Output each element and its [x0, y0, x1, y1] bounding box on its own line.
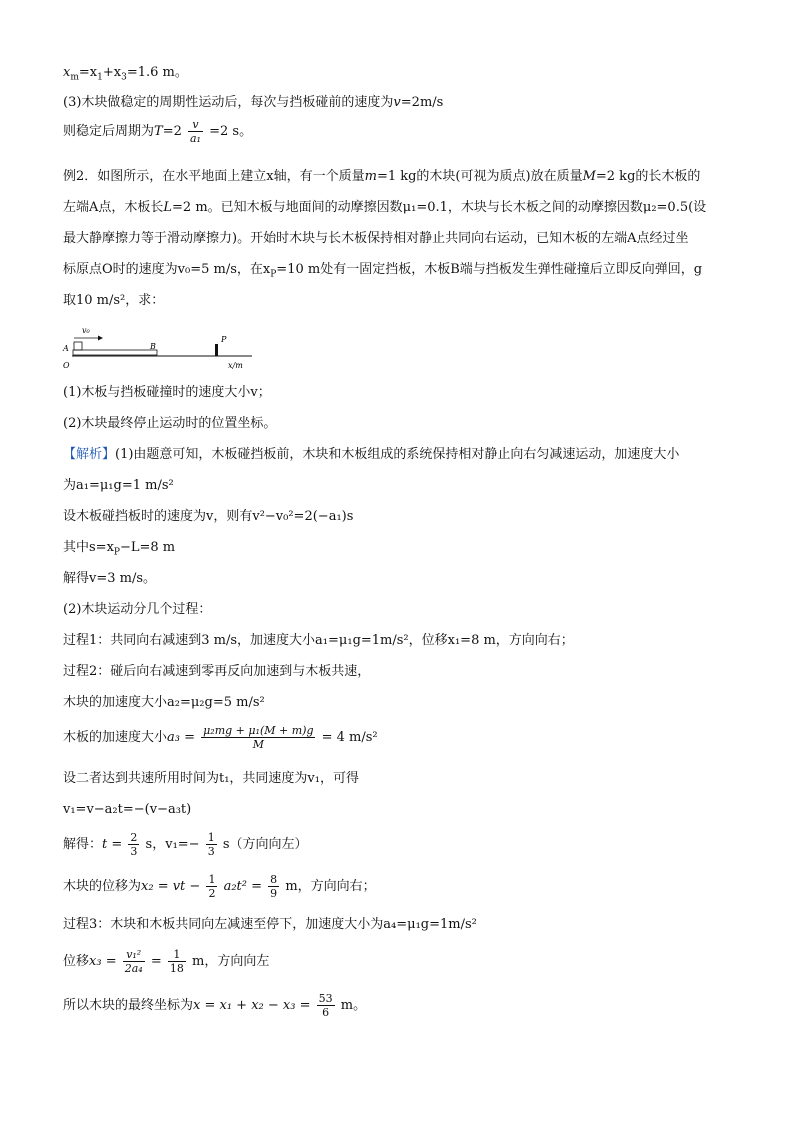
fraction: $\frac{\text{μ₂mg + μ₁(M + m)g}}{M}$: [203, 724, 314, 751]
text-line: 解得v=3 m/s。: [63, 571, 157, 586]
text-line: 过程3：木块和木板共同向左减速至停下，加速度大小为a₄=μ₁g=1m/s²: [63, 917, 477, 932]
board-diagram: [60, 322, 260, 372]
text-line-fraction: 则稳定后周期为T=2 $\frac{v}{\text{a₁}}$ =2 s。: [63, 118, 253, 145]
text-line: 取10 m/s²，求：: [63, 293, 165, 308]
text-line: 设二者达到共速所用时间为t₁，共同速度为v₁，可得: [63, 771, 359, 786]
text-line: v₁=v−a₂t=−(v−a₃t): [63, 802, 192, 817]
fraction: $\frac{53}{6}$: [318, 992, 333, 1019]
fraction: $\frac{1}{3}$: [207, 831, 215, 858]
text-line: 过程1：共同向右减速到3 m/s，加速度大小a₁=μ₁g=1m/s²，位移x₁=8 m，方向向右；: [63, 633, 574, 648]
board: [73, 350, 157, 355]
text-line: (3)木块做稳定的周期性运动后，每次与挡板碰前的速度为v=2m/s: [63, 95, 444, 110]
label-B: B: [150, 342, 156, 351]
label-P: P: [221, 335, 227, 344]
label-v0: v₀: [82, 326, 90, 335]
barrier: [215, 344, 218, 356]
label-O: O: [63, 361, 70, 370]
axis-label: x/m: [228, 361, 243, 370]
solution-tag: 【解析】: [63, 447, 116, 462]
label-A: A: [63, 344, 69, 353]
fraction: $\frac{1}{18}$: [169, 948, 184, 975]
text-line: 过程2：碰后向右减速到零再反向加速到与木板共速，: [63, 664, 371, 679]
formula-line: 木板的加速度大小a₃ = $\frac{\text{μ₂mg + μ₁(M + m)g}}{M}$ = 4 m/s²: [63, 724, 378, 751]
formula-line: 位移x₃ = $\frac{\text{v₁²}}{\text{2a₄}}$ = $\frac{1}{18}$ m，方向向左: [63, 948, 270, 975]
formula-line: 所以木块的最终坐标为x = x₁ + x₂ − x₃ = $\frac{53}{6}$ m。: [63, 992, 367, 1019]
text-line: 标原点O时的速度为v₀=5 m/s，在$x_P=10$ m处有一固定挡板，木板B端与挡板发生弹性碰撞后立即反向弹回，g: [63, 262, 703, 280]
formula-line: 木块的位移为x₂ = vt − $\frac{1}{2}$ a₂t² = $\frac{8}{9}$ m，方向向右；: [63, 873, 376, 900]
fraction: $\frac{8}{9}$: [270, 873, 278, 900]
example-heading: 例2．如图所示，在水平地面上建立x轴，有一个质量m=1 kg的木块(可视为质点)放在质量M=2 kg的长木板的: [63, 169, 701, 184]
arrow-head: [98, 336, 103, 341]
fraction: $\frac{2}{3}$: [130, 831, 138, 858]
text-line: 其中$s=x_P-L=8$ m: [63, 540, 176, 558]
text-line: 为a₁=μ₁g=1 m/s²: [63, 478, 174, 493]
text-line: 设木板碰挡板时的速度为v，则有v²−v₀²=2(−a₁)s: [63, 509, 354, 524]
fraction: $\frac{v}{\text{a₁}}$: [190, 118, 201, 145]
text-line: 左端A点，木板长L=2 m。已知木板与地面间的动摩擦因数μ₁=0.1，木块与长木板之间的动摩擦因数μ₂=0.5(设: [63, 200, 707, 215]
fraction: $\frac{1}{2}$: [208, 873, 216, 900]
formula-line: 解得：t = $\frac{2}{3}$ s，v₁=− $\frac{1}{3}$ s（方向向左）: [63, 831, 308, 858]
text-line: 木块的加速度大小a₂=μ₂g=5 m/s²: [63, 695, 265, 710]
question-2: (2)木块最终停止运动时的位置坐标。: [63, 416, 277, 431]
question-1: (1)木板与挡板碰撞时的速度大小v；: [63, 385, 271, 400]
text-line: $x_m=x_1+x_3=1.6$ m。: [63, 65, 188, 83]
text-line: (2)木块运动分几个过程：: [63, 602, 212, 617]
solution-start: 【解析】(1)由题意可知，木板碰挡板前，木块和木板组成的系统保持相对静止向右匀减速运动，加速度大小: [63, 447, 680, 462]
fraction: $\frac{\text{v₁²}}{\text{2a₄}}$: [124, 948, 143, 975]
text-line: 最大静摩擦力等于滑动摩擦力)。开始时木块与长木板保持相对静止共同向右运动，已知木板的左端A点经过坐: [63, 231, 689, 246]
block: [74, 342, 82, 350]
